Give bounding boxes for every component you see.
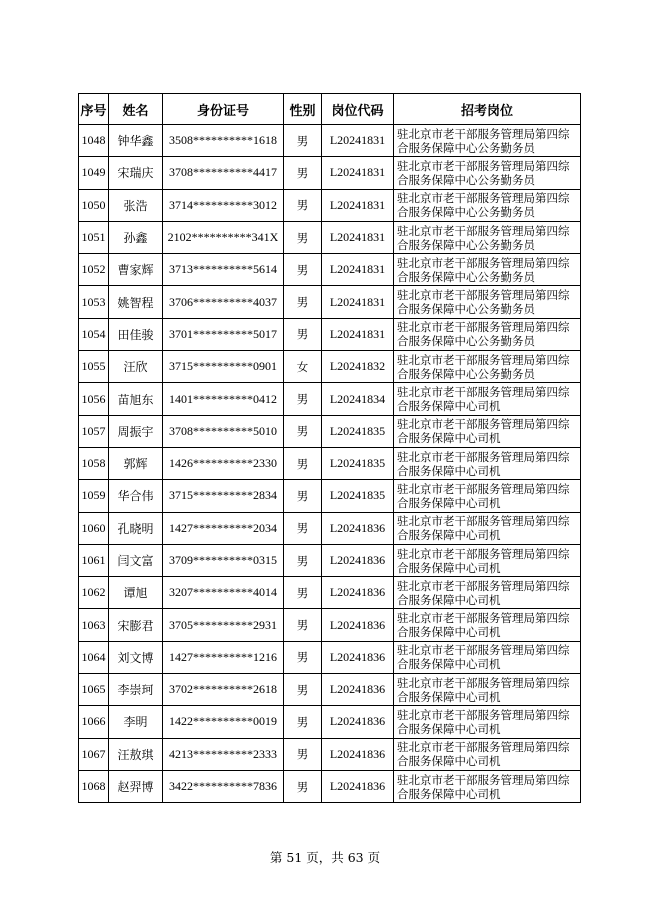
cell-id-number: 3709**********0315 (163, 544, 284, 576)
cell-post-code: L20241836 (322, 609, 394, 641)
cell-seq: 1063 (79, 609, 109, 641)
cell-seq: 1048 (79, 125, 109, 157)
cell-seq: 1066 (79, 706, 109, 738)
cell-id-number: 1427**********2034 (163, 512, 284, 544)
cell-name: 周振宇 (109, 415, 163, 447)
cell-post: 驻北京市老干部服务管理局第四综合服务保障中心公务勤务员 (394, 189, 581, 221)
cell-name: 李明 (109, 706, 163, 738)
cell-post: 驻北京市老干部服务管理局第四综合服务保障中心司机 (394, 706, 581, 738)
cell-post: 驻北京市老干部服务管理局第四综合服务保障中心公务勤务员 (394, 125, 581, 157)
cell-post: 驻北京市老干部服务管理局第四综合服务保障中心公务勤务员 (394, 221, 581, 253)
cell-post-code: L20241831 (322, 157, 394, 189)
cell-id-number: 2102**********341X (163, 221, 284, 253)
header-seq: 序号 (79, 94, 109, 125)
cell-id-number: 1426**********2330 (163, 447, 284, 479)
cell-name: 刘文博 (109, 641, 163, 673)
cell-post-code: L20241831 (322, 221, 394, 253)
table-row (79, 480, 581, 512)
table-row (79, 189, 581, 221)
cell-gender: 男 (284, 480, 322, 512)
table-row (79, 221, 581, 253)
table-row (79, 125, 581, 157)
cell-post: 驻北京市老干部服务管理局第四综合服务保障中心公务勤务员 (394, 318, 581, 350)
page-footer: 第 51 页，共 63 页 (269, 850, 381, 865)
cell-gender: 男 (284, 318, 322, 350)
cell-post-code: L20241835 (322, 480, 394, 512)
cell-name: 郭辉 (109, 447, 163, 479)
table-row (79, 738, 581, 770)
cell-seq: 1056 (79, 383, 109, 415)
roster-table-container (78, 93, 580, 803)
cell-post-code: L20241836 (322, 512, 394, 544)
cell-post-code: L20241836 (322, 674, 394, 706)
cell-post: 驻北京市老干部服务管理局第四综合服务保障中心司机 (394, 480, 581, 512)
cell-seq: 1053 (79, 286, 109, 318)
cell-seq: 1064 (79, 641, 109, 673)
cell-post: 驻北京市老干部服务管理局第四综合服务保障中心司机 (394, 447, 581, 479)
table-row (79, 674, 581, 706)
header-name: 姓名 (109, 94, 163, 125)
cell-gender: 男 (284, 674, 322, 706)
cell-post: 驻北京市老干部服务管理局第四综合服务保障中心司机 (394, 674, 581, 706)
cell-id-number: 3708**********5010 (163, 415, 284, 447)
cell-post-code: L20241831 (322, 189, 394, 221)
cell-gender: 男 (284, 512, 322, 544)
header-id-number: 身份证号 (163, 94, 284, 125)
table-row (79, 609, 581, 641)
cell-post-code: L20241831 (322, 286, 394, 318)
cell-id-number: 1422**********0019 (163, 706, 284, 738)
cell-gender: 男 (284, 770, 322, 802)
cell-seq: 1050 (79, 189, 109, 221)
cell-id-number: 3508**********1618 (163, 125, 284, 157)
cell-seq: 1054 (79, 318, 109, 350)
cell-post-code: L20241836 (322, 544, 394, 576)
cell-post: 驻北京市老干部服务管理局第四综合服务保障中心司机 (394, 544, 581, 576)
cell-post-code: L20241836 (322, 770, 394, 802)
cell-name: 孙鑫 (109, 221, 163, 253)
cell-post-code: L20241831 (322, 254, 394, 286)
cell-gender: 男 (284, 544, 322, 576)
cell-post-code: L20241831 (322, 125, 394, 157)
cell-seq: 1065 (79, 674, 109, 706)
cell-id-number: 3702**********2618 (163, 674, 284, 706)
table-row (79, 447, 581, 479)
cell-gender: 男 (284, 286, 322, 318)
cell-post: 驻北京市老干部服务管理局第四综合服务保障中心司机 (394, 577, 581, 609)
cell-name: 汪欣 (109, 351, 163, 383)
cell-post: 驻北京市老干部服务管理局第四综合服务保障中心司机 (394, 770, 581, 802)
header-post-code: 岗位代码 (322, 94, 394, 125)
cell-seq: 1052 (79, 254, 109, 286)
cell-seq: 1062 (79, 577, 109, 609)
cell-name: 宋瑞庆 (109, 157, 163, 189)
table-row (79, 770, 581, 802)
cell-seq: 1055 (79, 351, 109, 383)
cell-post: 驻北京市老干部服务管理局第四综合服务保障中心公务勤务员 (394, 157, 581, 189)
cell-post: 驻北京市老干部服务管理局第四综合服务保障中心司机 (394, 512, 581, 544)
table-row (79, 157, 581, 189)
cell-seq: 1058 (79, 447, 109, 479)
cell-post-code: L20241832 (322, 351, 394, 383)
header-gender: 性别 (284, 94, 322, 125)
cell-name: 汪敖琪 (109, 738, 163, 770)
cell-name: 姚智程 (109, 286, 163, 318)
cell-gender: 男 (284, 383, 322, 415)
cell-gender: 男 (284, 447, 322, 479)
cell-seq: 1051 (79, 221, 109, 253)
cell-post: 驻北京市老干部服务管理局第四综合服务保障中心公务勤务员 (394, 351, 581, 383)
cell-seq: 1061 (79, 544, 109, 576)
cell-id-number: 3715**********2834 (163, 480, 284, 512)
cell-post: 驻北京市老干部服务管理局第四综合服务保障中心司机 (394, 415, 581, 447)
table-row (79, 383, 581, 415)
cell-id-number: 3713**********5614 (163, 254, 284, 286)
table-row (79, 415, 581, 447)
cell-name: 华合伟 (109, 480, 163, 512)
table-body (79, 125, 581, 803)
cell-post-code: L20241835 (322, 447, 394, 479)
cell-seq: 1067 (79, 738, 109, 770)
cell-post-code: L20241831 (322, 318, 394, 350)
cell-id-number: 3708**********4417 (163, 157, 284, 189)
cell-id-number: 4213**********2333 (163, 738, 284, 770)
cell-id-number: 1427**********1216 (163, 641, 284, 673)
cell-id-number: 3422**********7836 (163, 770, 284, 802)
cell-post-code: L20241835 (322, 415, 394, 447)
table-row (79, 641, 581, 673)
cell-post: 驻北京市老干部服务管理局第四综合服务保障中心司机 (394, 738, 581, 770)
cell-post-code: L20241834 (322, 383, 394, 415)
cell-id-number: 3714**********3012 (163, 189, 284, 221)
cell-gender: 男 (284, 189, 322, 221)
cell-post: 驻北京市老干部服务管理局第四综合服务保障中心司机 (394, 609, 581, 641)
cell-seq: 1049 (79, 157, 109, 189)
cell-post-code: L20241836 (322, 641, 394, 673)
cell-gender: 女 (284, 351, 322, 383)
cell-gender: 男 (284, 706, 322, 738)
cell-seq: 1068 (79, 770, 109, 802)
cell-seq: 1059 (79, 480, 109, 512)
cell-id-number: 3715**********0901 (163, 351, 284, 383)
cell-name: 孔晓明 (109, 512, 163, 544)
table-row (79, 544, 581, 576)
table-row (79, 577, 581, 609)
cell-name: 宋膨君 (109, 609, 163, 641)
cell-post-code: L20241836 (322, 738, 394, 770)
table-row (79, 286, 581, 318)
cell-seq: 1057 (79, 415, 109, 447)
cell-name: 张浩 (109, 189, 163, 221)
cell-gender: 男 (284, 125, 322, 157)
cell-post: 驻北京市老干部服务管理局第四综合服务保障中心公务勤务员 (394, 286, 581, 318)
cell-gender: 男 (284, 221, 322, 253)
cell-gender: 男 (284, 415, 322, 447)
cell-gender: 男 (284, 641, 322, 673)
cell-name: 钟华鑫 (109, 125, 163, 157)
cell-name: 闫文富 (109, 544, 163, 576)
cell-name: 李崇珂 (109, 674, 163, 706)
cell-id-number: 3701**********5017 (163, 318, 284, 350)
cell-id-number: 3207**********4014 (163, 577, 284, 609)
cell-post-code: L20241836 (322, 706, 394, 738)
table-row (79, 706, 581, 738)
cell-gender: 男 (284, 609, 322, 641)
cell-name: 田佳骏 (109, 318, 163, 350)
cell-post: 驻北京市老干部服务管理局第四综合服务保障中心司机 (394, 641, 581, 673)
cell-gender: 男 (284, 738, 322, 770)
cell-gender: 男 (284, 577, 322, 609)
cell-post: 驻北京市老干部服务管理局第四综合服务保障中心司机 (394, 383, 581, 415)
cell-name: 谭旭 (109, 577, 163, 609)
table-header-row (79, 94, 581, 125)
cell-id-number: 3706**********4037 (163, 286, 284, 318)
cell-name: 曹家辉 (109, 254, 163, 286)
table-row (79, 318, 581, 350)
table-row (79, 254, 581, 286)
cell-post-code: L20241836 (322, 577, 394, 609)
cell-gender: 男 (284, 157, 322, 189)
cell-id-number: 3705**********2931 (163, 609, 284, 641)
header-post: 招考岗位 (394, 94, 581, 125)
cell-gender: 男 (284, 254, 322, 286)
cell-name: 苗旭东 (109, 383, 163, 415)
cell-name: 赵羿博 (109, 770, 163, 802)
cell-post: 驻北京市老干部服务管理局第四综合服务保障中心公务勤务员 (394, 254, 581, 286)
cell-id-number: 1401**********0412 (163, 383, 284, 415)
table-row (79, 512, 581, 544)
cell-seq: 1060 (79, 512, 109, 544)
roster-table (78, 93, 581, 803)
table-row (79, 351, 581, 383)
